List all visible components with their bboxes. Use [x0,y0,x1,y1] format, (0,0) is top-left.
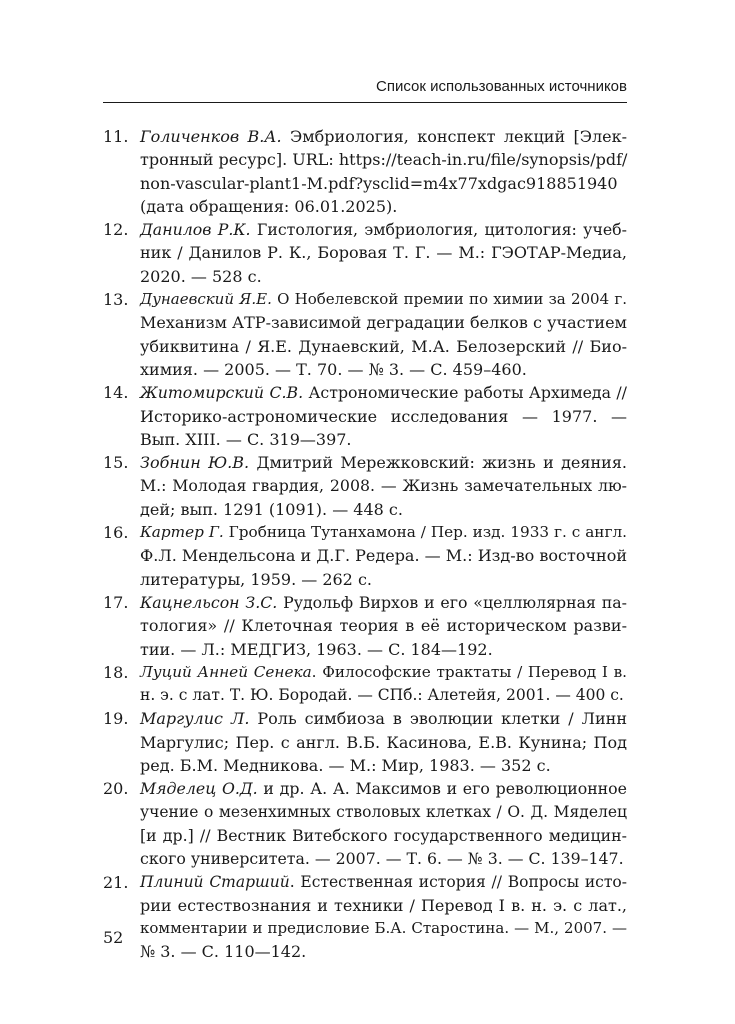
entry-text: Рудольф Вирхов и его «целлюлярная па- [277,592,628,612]
entry-text: Дмитрий Мережковский: жизнь и деяния. [249,453,627,473]
entry-line [140,661,627,684]
entry-author: Дунаевский Я.Е. [140,290,272,309]
entry-author: Житомирский С.В. [140,383,304,403]
entry-text: Эмбриология, конспект лекций [Элек- [281,127,628,146]
entry-number: 21. [103,872,129,892]
entry-text: тронный ресурс]. URL: https://teach-in.ru/file/synopsis/pdf/ [140,150,628,170]
entry-text: Вып. XIII. — С. 319—397. [140,429,352,449]
entry-text: Гистология, эмбриология, цитология: учеб- [250,220,627,240]
entry-line [140,172,627,195]
entry-line [140,148,627,171]
entry-text: Историко-астрономические исследования — 1977. — [140,406,627,426]
entry-line [140,335,627,358]
bibliography-entry [103,777,627,870]
entry-text: комментарии и предисловие Б.А. Старостина. — М., 2007. — [140,919,627,938]
entry-line [140,801,627,824]
entry-line [140,847,627,870]
entry-text: Роль симбиоза в эволюции клетки / Линн [249,709,627,729]
entry-line [140,428,627,451]
entry-line [140,707,627,730]
entry-line [140,940,627,963]
entry-text: ред. Б.М. Медникова. — М.: Мир, 1983. — 352 с. [140,756,551,776]
bibliography-entry [103,218,627,288]
entry-line [140,638,627,661]
entry-author: Кацнельсон З.С. [140,592,278,612]
entry-text: № 3. — С. 110—142. [140,942,307,962]
bibliography-entry [103,288,627,381]
entry-number: 13. [103,290,129,310]
entry-line [140,894,627,917]
entry-line [140,614,627,637]
entry-line [140,265,627,288]
entry-line [140,381,627,404]
entry-number: 17. [103,592,129,612]
entry-text: Гробница Тутанхамона / Пер. изд. 1933 г. с англ. [223,523,627,542]
entry-line [140,474,627,497]
entry-author: Картер Г. [140,523,224,542]
entry-number: 18. [103,662,129,682]
entry-text: М.: Молодая гвардия, 2008. — Жизнь замечательных лю- [140,476,627,496]
entry-text: 2020. — 528 с. [140,266,262,286]
entry-text: [и др.] // Вестник Витебского государственного медицин- [140,825,627,845]
entry-line [140,684,627,707]
entry-number: 11. [103,127,129,146]
entry-text: . Естественная история // Вопросы исто- [289,872,628,891]
entry-text: Астрономические работы Архимеда // [303,383,627,403]
entry-text: тология» // Клеточная теория в её историческом разви- [140,616,627,636]
entry-author: Данилов Р.К. [140,220,251,240]
entry-text: убиквитина / Я.Е. Дунаевский, М.А. Белозерский // Био- [140,336,627,356]
entry-text: non-vascular-plant1-M.pdf?ysclid=m4x77xdgac918851940 [140,173,618,193]
entry-line [140,777,627,800]
entry-line [140,591,627,614]
entry-text: и др. А. А. Максимов и его революционное [257,779,627,799]
bibliography-entry [103,871,627,964]
entry-text: О Нобелевской премии по химии за 2004 г. [271,290,628,309]
entry-line [140,451,627,474]
entry-text: ского университета. — 2007. — Т. 6. — № 3. — С. 139–147. [140,849,624,869]
entry-text: химия. — 2005. — Т. 70. — № 3. — С. 459–460. [140,359,527,379]
entry-line [140,195,627,218]
bibliography-entry [103,125,627,218]
entry-author: Мяделец О.Д. [140,779,258,799]
bibliography-entry [103,521,627,591]
page-number: 52 [103,928,124,947]
entry-number: 14. [103,383,129,403]
entry-text: рии естествознания и техники / Перевод I в. н. э. с лат., [140,895,627,915]
entry-text: ник / Данилов Р. К., Боровая Т. Г. — М.: ГЭОТАР-Медиа, [140,243,627,263]
entry-number: 16. [103,523,129,543]
entry-line [140,241,627,264]
entry-text: Ф.Л. Мендельсона и Д.Г. Редера. — М.: Изд-во восточной [140,546,627,566]
entry-author: Голиченков В.А. [140,127,282,146]
entry-text: . Философские трактаты / Перевод I в. [311,662,627,681]
entry-text: Механизм АТР-зависимой деградации белков с участием [140,313,627,333]
entry-author: Плиний Старший [140,872,290,891]
entry-text: (дата обращения: 06.01.2025). [140,196,398,216]
running-header: Список использованных источников [376,78,627,95]
entry-line [140,917,627,940]
entry-line [140,731,627,754]
entry-author: Зобнин Ю.В. [140,453,250,473]
entry-text: учение о мезенхимных стволовых клетках / О. Д. Мяделец [140,802,627,821]
entry-line [140,544,627,567]
bibliography-list [103,125,627,964]
entry-author: Луций Анней Сенека [140,662,312,681]
entry-text: дей; вып. 1291 (1091). — 448 с. [140,499,403,519]
bibliography-entry [103,661,627,708]
bibliography-entry [103,381,627,451]
entry-line [140,358,627,381]
entry-number: 15. [103,453,129,473]
entry-line [140,311,627,334]
entry-text: Маргулис; Пер. с англ. В.Б. Касинова, Е.В. Кунина; Под [140,732,627,752]
entry-line [140,754,627,777]
bibliography-entry [103,591,627,661]
entry-number: 20. [103,779,129,799]
entry-line [140,405,627,428]
header-divider [103,102,627,103]
entry-line [140,568,627,591]
entry-number: 12. [103,220,129,240]
entry-author: Маргулис Л. [140,709,250,729]
entry-line [140,498,627,521]
entry-number: 19. [103,709,129,729]
entry-line [140,125,627,148]
entry-line [140,218,627,241]
entry-text: н. э. с лат. Т. Ю. Бородай. — СПб.: Алетейя, 2001. — 400 с. [140,686,624,705]
entry-line [140,824,627,847]
entry-line [140,521,627,544]
entry-text: литературы, 1959. — 262 с. [140,569,372,589]
bibliography-entry [103,707,627,777]
entry-line [140,871,627,894]
entry-line [140,288,627,311]
bibliography-entry [103,451,627,521]
entry-text: тии. — Л.: МЕДГИЗ, 1963. — С. 184—192. [140,639,493,659]
